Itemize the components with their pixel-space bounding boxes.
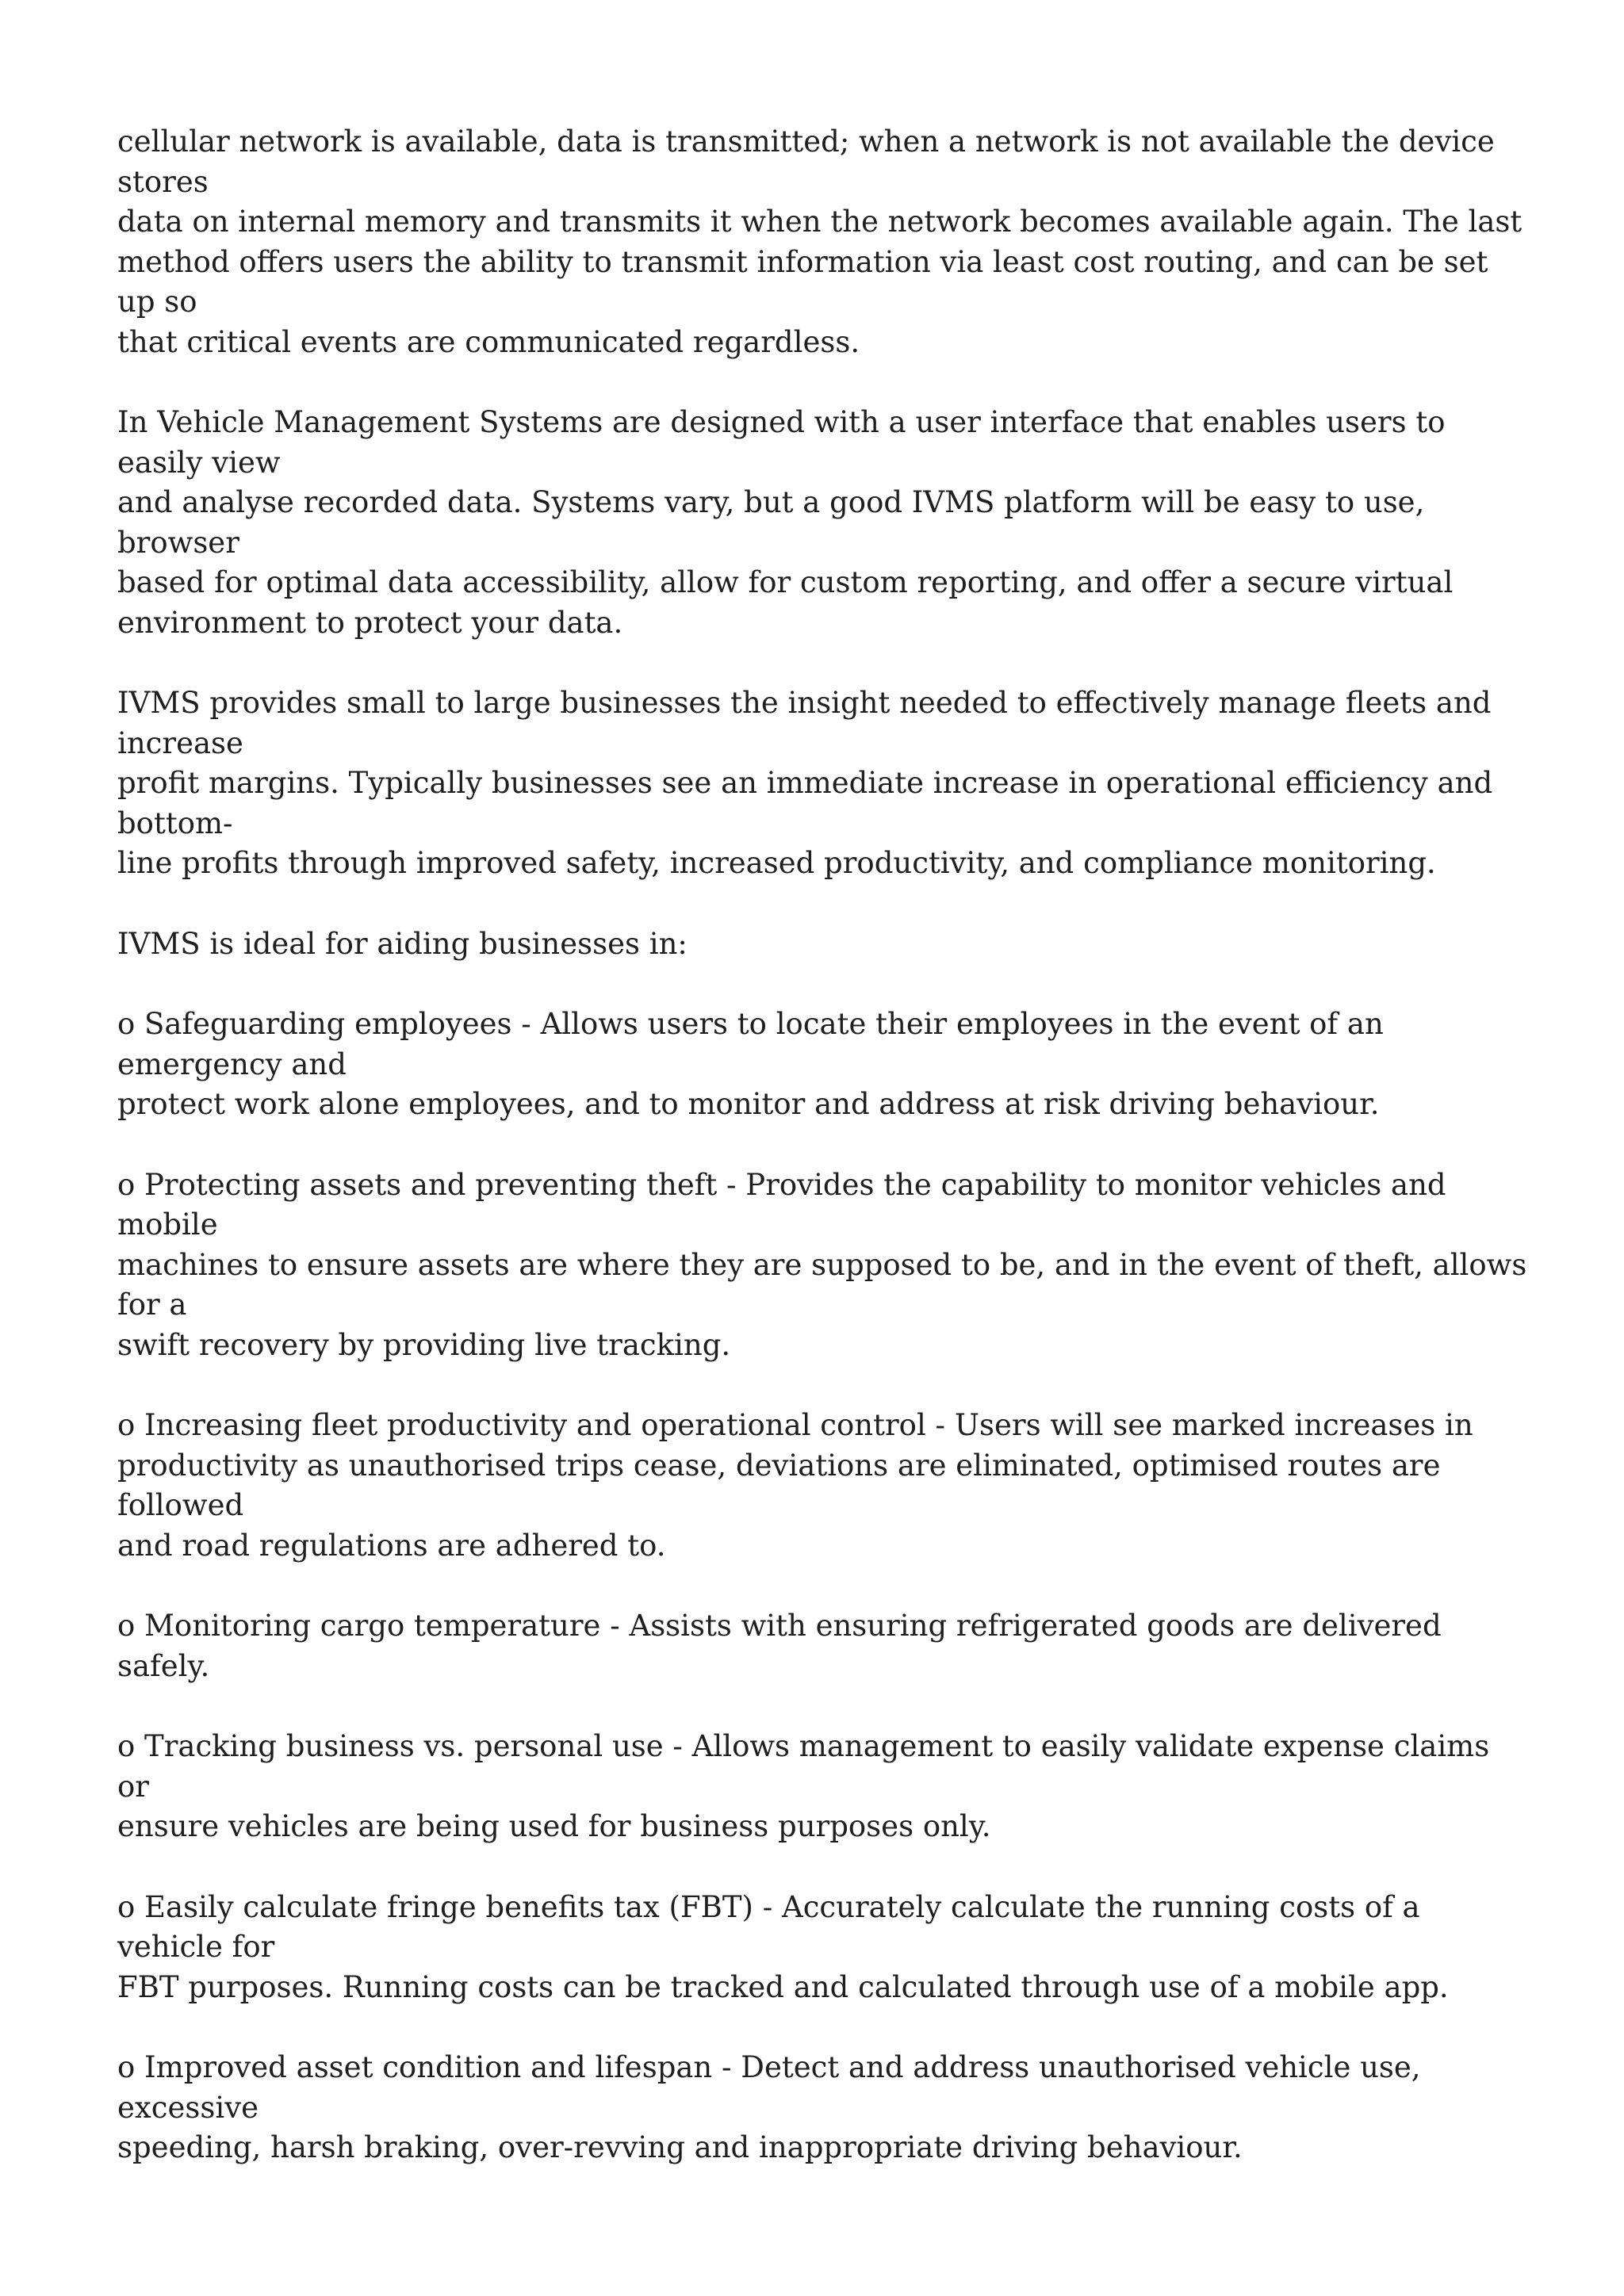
list-item-cargo-temperature: o Monitoring cargo temperature - Assists with ensuring refrigerated goods are delivered safely.: [117, 1609, 1442, 1683]
list-item-protecting-assets: o Protecting assets and preventing theft - Provides the capability to monitor vehicles and mobile machines to ensure assets are where they are supposed to be, and in the event of theft, allows for a swift recovery by providing live tracking.: [117, 1167, 1527, 1362]
paragraph-list-intro: IVMS is ideal for aiding businesses in:: [117, 926, 688, 961]
list-item-fringe-benefits-tax: o Easily calculate fringe benefits tax (FBT) - Accurately calculate the running costs of a vehicle for FBT purposes. Running costs can be tracked and calculated through use of a mobile app.: [117, 1889, 1449, 2004]
paragraph-business-insight: IVMS provides small to large businesses the insight needed to effectively manage fleets and increase profit margins. Typically businesses see an immediate increase in operational efficiency and bottom- line profits through improved safety, increased productivity, and compliance monitoring.: [117, 686, 1493, 880]
list-item-fleet-productivity: o Increasing fleet productivity and operational control - Users will see marked increases in productivity as unauthorised trips cease, deviations are eliminated, optimised routes are followed and road regulations are adhered to.: [117, 1408, 1473, 1563]
paragraph-user-interface: In Vehicle Management Systems are designed with a user interface that enables users to easily view and analyse recorded data. Systems vary, but a good IVMS platform will be easy to use, browser based for optimal data accessibility, allow for custom reporting, and offer a secure virtual environment to protect your data.: [117, 405, 1454, 640]
list-item-business-personal-use: o Tracking business vs. personal use - Allows management to easily validate expense claims or ensure vehicles are being used for business purposes only.: [117, 1729, 1490, 1843]
list-item-safeguarding-employees: o Safeguarding employees - Allows users to locate their employees in the event of an emergency and protect work alone employees, and to monitor and address at risk driving behaviour.: [117, 1007, 1384, 1121]
list-item-asset-condition: o Improved asset condition and lifespan - Detect and address unauthorised vehicle use, excessive speeding, harsh braking, over-revving and inappropriate driving behaviour.: [117, 2050, 1421, 2164]
document-page: [117, 122, 1529, 2209]
paragraph-network-transmission: cellular network is available, data is transmitted; when a network is not available the device stores data on internal memory and transmits it when the network becomes available again. The last method offers users the ability to transmit information via least cost routing, and can be set up so that critical events are communicated regardless.: [117, 124, 1522, 359]
